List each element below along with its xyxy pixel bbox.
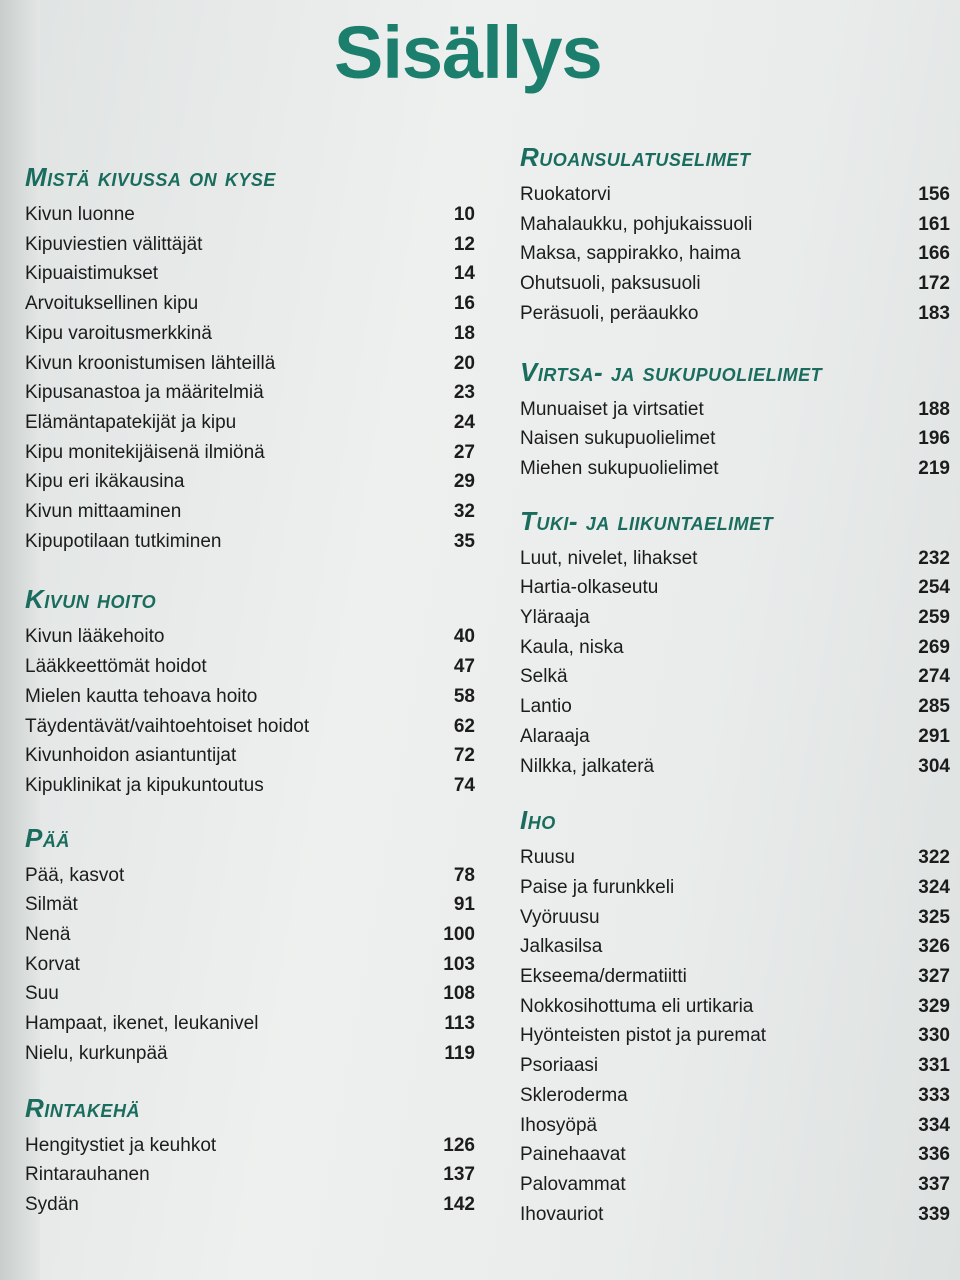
entry-label: Kipuviestien välittäjät xyxy=(25,233,203,255)
toc-entry xyxy=(520,662,950,692)
entry-page-number: 183 xyxy=(918,302,950,324)
toc-entry xyxy=(25,712,475,742)
entry-label: Jalkasilsa xyxy=(520,936,603,958)
entry-page-number: 32 xyxy=(453,501,475,523)
toc-entry xyxy=(520,180,950,210)
entry-page-number: 324 xyxy=(918,876,950,898)
entry-label: Kivun kroonistumisen lähteillä xyxy=(25,352,276,374)
entry-label: Palovammat xyxy=(520,1173,626,1195)
toc-entry xyxy=(25,682,475,712)
entry-page-number: 166 xyxy=(918,243,950,265)
entry-page-number: 20 xyxy=(453,352,475,374)
toc-entry xyxy=(520,603,950,633)
entry-label: Kipuaistimukset xyxy=(25,263,159,285)
entry-page-number: 219 xyxy=(918,457,950,479)
entry-page-number: 29 xyxy=(453,471,475,493)
entry-label: Kipupotilaan tutkiminen xyxy=(25,530,222,552)
toc-entry xyxy=(520,932,950,962)
entry-label: Nokkosihottuma eli urtikaria xyxy=(520,995,754,1017)
entry-page-number: 74 xyxy=(453,774,475,796)
entry-label: Kivun mittaaminen xyxy=(25,501,182,523)
entry-page-number: 334 xyxy=(918,1114,950,1136)
section-heading: Virtsa- ja sukupuolielimet xyxy=(520,356,823,387)
toc-section xyxy=(25,582,475,800)
entry-label: Ihovauriot xyxy=(520,1203,604,1225)
toc-entry xyxy=(520,1051,950,1081)
toc-section xyxy=(520,355,950,484)
entry-page-number: 40 xyxy=(453,626,475,648)
toc-entry xyxy=(520,454,950,484)
toc-entry xyxy=(25,861,475,891)
entry-label: Mielen kautta tehoava hoito xyxy=(25,685,258,707)
entry-label: Alaraaja xyxy=(520,725,590,747)
entry-label: Ruusu xyxy=(520,847,575,869)
toc-section xyxy=(25,160,475,556)
entry-label: Psoriaasi xyxy=(520,1055,599,1077)
entry-label: Vyöruusu xyxy=(520,906,600,928)
toc-entry xyxy=(520,752,950,782)
section-heading: Tuki- ja liikuntaelimet xyxy=(520,505,774,536)
entry-label: Kivun luonne xyxy=(25,204,135,225)
toc-entry xyxy=(520,843,950,873)
entry-page-number: 285 xyxy=(918,696,950,718)
toc-entry xyxy=(25,652,475,682)
entry-label: Kipusanastoa ja määritelmiä xyxy=(25,382,264,404)
section-heading: Pää xyxy=(25,822,70,853)
toc-entry xyxy=(520,722,950,752)
entry-label: Peräsuoli, peräaukko xyxy=(520,302,699,324)
toc-section xyxy=(520,803,950,1229)
entry-label: Painehaavat xyxy=(520,1144,626,1166)
entry-page-number: 156 xyxy=(918,184,950,205)
entry-page-number: 18 xyxy=(453,322,475,344)
toc-entry xyxy=(25,1190,475,1220)
entry-page-number: 103 xyxy=(443,953,475,975)
section-heading: Kivun hoito xyxy=(25,584,157,615)
entry-label: Miehen sukupuolielimet xyxy=(520,457,719,479)
toc-section xyxy=(520,504,950,782)
entry-label: Silmät xyxy=(25,894,78,916)
entry-page-number: 339 xyxy=(918,1203,950,1225)
toc-entry xyxy=(520,633,950,663)
toc-entry xyxy=(520,395,950,425)
toc-entry xyxy=(520,239,950,269)
section-heading: Rintakehä xyxy=(25,1092,140,1123)
entry-page-number: 47 xyxy=(453,656,475,678)
toc-entry xyxy=(520,544,950,574)
toc-section xyxy=(25,1091,475,1220)
entry-label: Skleroderma xyxy=(520,1084,628,1106)
entry-label: Selkä xyxy=(520,666,568,688)
entry-page-number: 337 xyxy=(918,1173,950,1195)
entry-page-number: 113 xyxy=(444,1013,475,1035)
entry-label: Ihosyöpä xyxy=(520,1114,598,1136)
entry-page-number: 78 xyxy=(453,864,475,886)
entry-label: Nilkka, jalkaterä xyxy=(520,755,655,777)
toc-entry xyxy=(25,950,475,980)
toc-entry xyxy=(25,527,475,557)
section-heading: Ruoansulatuselimet xyxy=(520,142,751,172)
entry-label: Kipuklinikat ja kipukuntoutus xyxy=(25,774,264,796)
toc-entry xyxy=(25,1131,475,1161)
entry-label: Mahalaukku, pohjukaissuoli xyxy=(520,213,753,235)
entry-page-number: 330 xyxy=(918,1025,950,1047)
entry-label: Hartia-olkaseutu xyxy=(520,577,659,599)
entry-page-number: 172 xyxy=(918,273,950,295)
toc-entry xyxy=(25,1160,475,1190)
entry-page-number: 291 xyxy=(918,725,950,747)
entry-label: Yläraaja xyxy=(520,607,590,629)
toc-entry xyxy=(25,259,475,289)
toc-left-column xyxy=(25,160,475,1220)
entry-page-number: 35 xyxy=(453,530,475,552)
toc-entry xyxy=(25,467,475,497)
entry-page-number: 100 xyxy=(443,924,475,946)
entry-label: Sydän xyxy=(25,1193,79,1215)
toc-entry xyxy=(25,319,475,349)
toc-entry xyxy=(520,1170,950,1200)
section-heading: Mistä kivussa on kyse xyxy=(25,162,276,192)
toc-entry xyxy=(520,903,950,933)
entry-label: Rintarauhanen xyxy=(25,1164,150,1186)
toc-entry xyxy=(520,692,950,722)
entry-label: Nielu, kurkunpää xyxy=(25,1042,168,1064)
entry-page-number: 259 xyxy=(918,607,950,629)
entry-page-number: 327 xyxy=(918,966,950,988)
entry-label: Ekseema/dermatiitti xyxy=(520,966,687,988)
toc-entry xyxy=(25,289,475,319)
entry-page-number: 58 xyxy=(453,685,475,707)
toc-entry xyxy=(25,1009,475,1039)
section-heading: Iho xyxy=(520,805,556,836)
entry-page-number: 326 xyxy=(918,936,950,958)
toc-entry xyxy=(520,992,950,1022)
entry-page-number: 119 xyxy=(444,1042,475,1064)
entry-page-number: 161 xyxy=(918,213,950,235)
entry-label: Munuaiset ja virtsatiet xyxy=(520,398,704,420)
entry-page-number: 137 xyxy=(443,1164,475,1186)
entry-label: Kivunhoidon asiantuntijat xyxy=(25,745,237,767)
toc-entry xyxy=(520,573,950,603)
entry-label: Hampaat, ikenet, leukanivel xyxy=(25,1013,259,1035)
entry-label: Ohutsuoli, paksusuoli xyxy=(520,273,701,295)
entry-page-number: 331 xyxy=(918,1055,950,1077)
entry-page-number: 304 xyxy=(918,755,950,777)
entry-page-number: 91 xyxy=(453,894,475,916)
entry-page-number: 322 xyxy=(918,847,950,869)
toc-entry xyxy=(25,378,475,408)
entry-label: Naisen sukupuolielimet xyxy=(520,428,716,450)
entry-page-number: 23 xyxy=(453,382,475,404)
entry-page-number: 14 xyxy=(453,263,475,285)
entry-page-number: 72 xyxy=(453,745,475,767)
entry-page-number: 196 xyxy=(918,428,950,450)
toc-entry xyxy=(25,622,475,652)
toc-section xyxy=(520,140,950,329)
entry-label: Kipu varoitusmerkkinä xyxy=(25,322,212,344)
toc-entry xyxy=(25,230,475,260)
toc-entry xyxy=(520,1111,950,1141)
entry-label: Kipu eri ikäkausina xyxy=(25,471,185,493)
entry-label: Kaula, niska xyxy=(520,636,624,658)
toc-entry xyxy=(25,771,475,801)
toc-entry xyxy=(25,408,475,438)
toc-entry xyxy=(25,920,475,950)
entry-label: Paise ja furunkkeli xyxy=(520,876,675,898)
toc-right-column xyxy=(520,140,950,1229)
entry-label: Hyönteisten pistot ja puremat xyxy=(520,1025,767,1047)
toc-entry xyxy=(520,1021,950,1051)
entry-label: Suu xyxy=(25,983,59,1005)
entry-page-number: 254 xyxy=(918,577,950,599)
toc-entry xyxy=(25,438,475,468)
toc-entry xyxy=(25,741,475,771)
entry-page-number: 27 xyxy=(453,441,475,463)
entry-label: Luut, nivelet, lihakset xyxy=(520,547,698,569)
toc-entry xyxy=(520,962,950,992)
entry-label: Kivun lääkehoito xyxy=(25,626,165,648)
entry-label: Elämäntapatekijät ja kipu xyxy=(25,411,237,433)
entry-page-number: 329 xyxy=(918,995,950,1017)
toc-entry xyxy=(25,349,475,379)
toc-entry xyxy=(520,299,950,329)
entry-page-number: 16 xyxy=(453,293,475,315)
entry-label: Ruokatorvi xyxy=(520,184,611,205)
entry-page-number: 333 xyxy=(918,1084,950,1106)
entry-page-number: 108 xyxy=(443,983,475,1005)
entry-label: Täydentävät/vaihtoehtoiset hoidot xyxy=(25,715,310,737)
toc-section xyxy=(25,821,475,1069)
entry-page-number: 142 xyxy=(443,1193,475,1215)
entry-page-number: 269 xyxy=(918,636,950,658)
entry-label: Pää, kasvot xyxy=(25,864,125,886)
entry-page-number: 126 xyxy=(443,1134,475,1156)
entry-page-number: 274 xyxy=(918,666,950,688)
entry-page-number: 232 xyxy=(918,547,950,569)
entry-label: Kipu monitekijäisenä ilmiönä xyxy=(25,441,265,463)
toc-entry xyxy=(520,1200,950,1230)
entry-page-number: 62 xyxy=(453,715,475,737)
toc-entry xyxy=(520,1140,950,1170)
toc-entry xyxy=(520,269,950,299)
entry-page-number: 325 xyxy=(918,906,950,928)
entry-label: Lääkkeettömät hoidot xyxy=(25,656,207,678)
entry-label: Arvoituksellinen kipu xyxy=(25,293,199,315)
entry-page-number: 188 xyxy=(918,398,950,420)
toc-entry xyxy=(520,873,950,903)
toc-entry xyxy=(25,890,475,920)
toc-entry xyxy=(520,210,950,240)
entry-page-number: 12 xyxy=(453,233,475,255)
entry-page-number: 10 xyxy=(453,204,475,225)
entry-page-number: 24 xyxy=(453,411,475,433)
entry-page-number: 336 xyxy=(918,1144,950,1166)
entry-label: Nenä xyxy=(25,924,71,946)
entry-label: Lantio xyxy=(520,696,572,718)
page-title: Sisällys xyxy=(334,11,602,94)
toc-entry xyxy=(520,1081,950,1111)
entry-label: Hengitystiet ja keuhkot xyxy=(25,1134,217,1156)
toc-entry xyxy=(25,497,475,527)
entry-label: Korvat xyxy=(25,953,80,975)
toc-entry xyxy=(25,979,475,1009)
entry-label: Maksa, sappirakko, haima xyxy=(520,243,741,265)
toc-entry xyxy=(520,424,950,454)
toc-entry xyxy=(25,1039,475,1069)
toc-entry xyxy=(25,200,475,230)
